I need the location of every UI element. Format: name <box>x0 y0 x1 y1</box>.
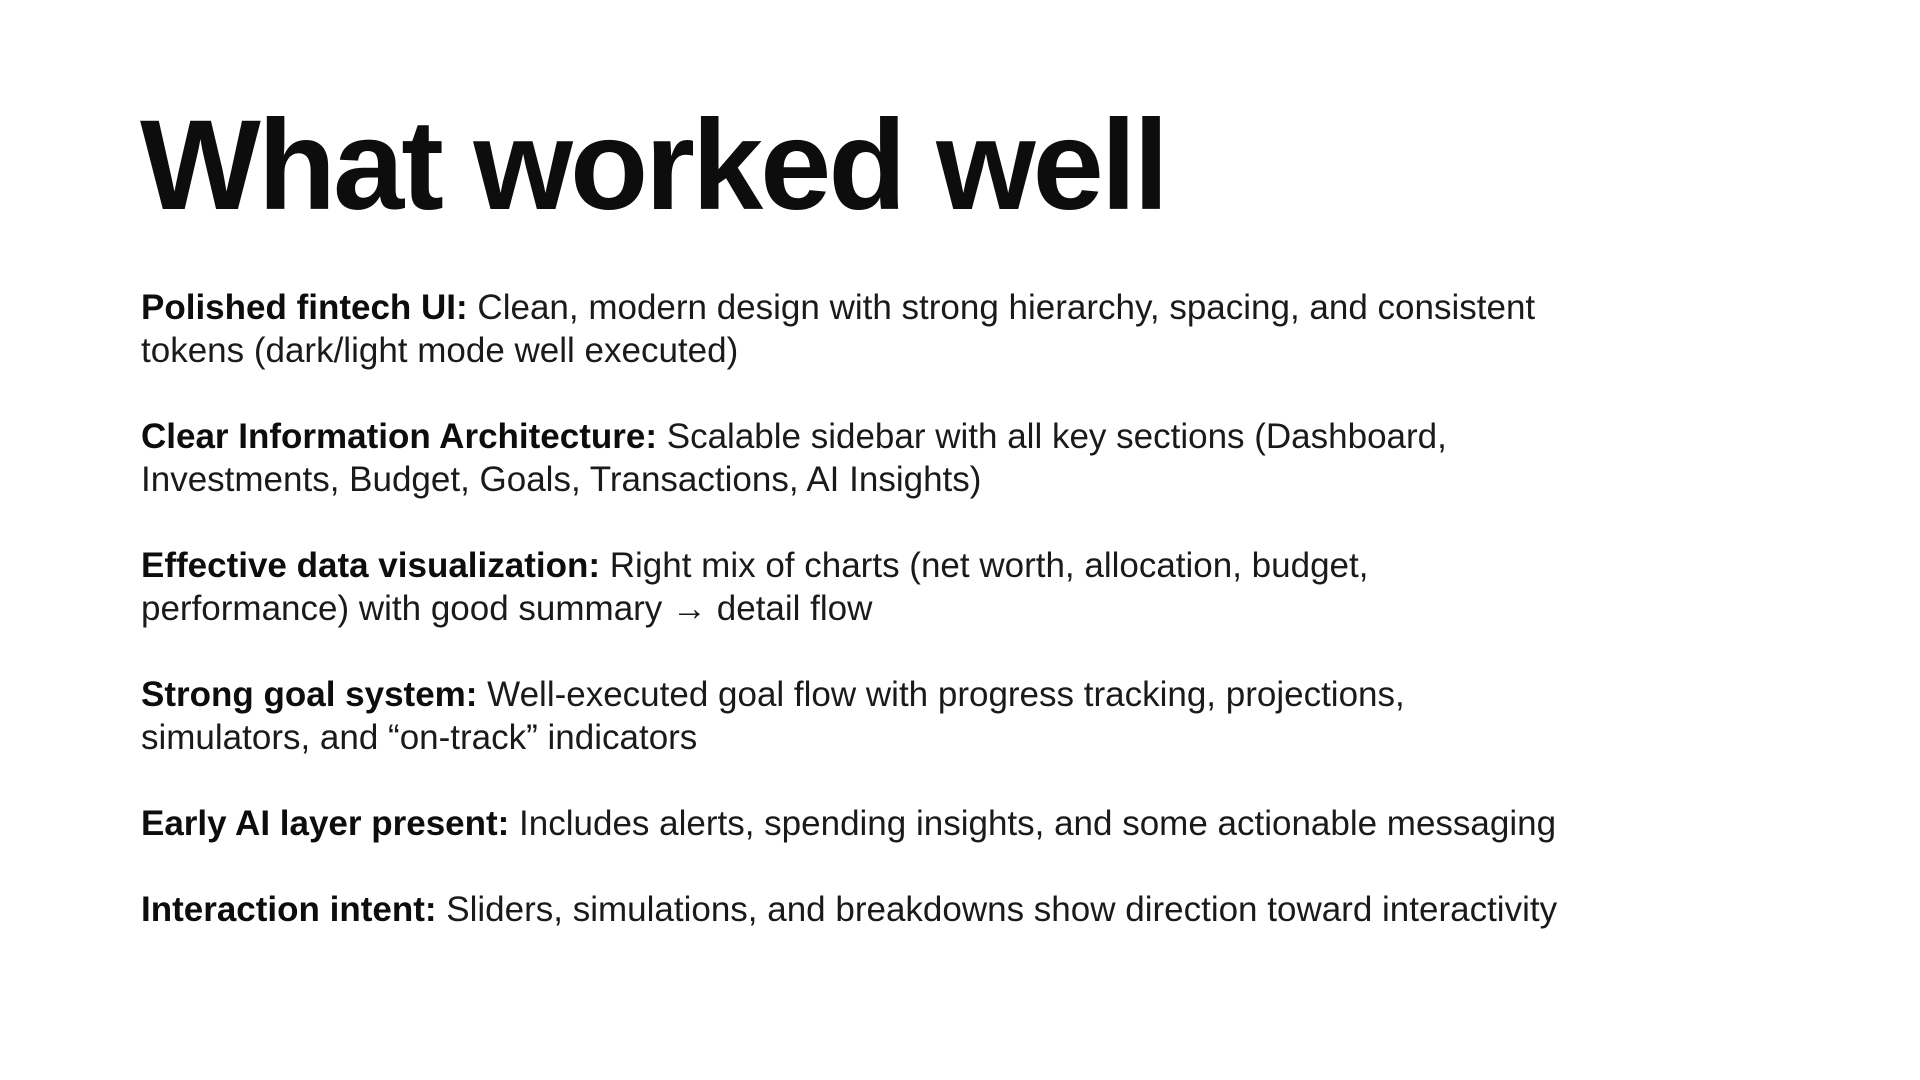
key-point-information-architecture <box>141 415 1561 501</box>
key-point-heading: Clear Information Architecture: <box>141 417 658 456</box>
key-point-ai-layer <box>141 802 1561 845</box>
key-point-data-visualization <box>141 544 1561 630</box>
key-point-heading: Interaction intent: <box>141 890 437 929</box>
key-point-heading: Effective data visualization: <box>141 546 601 585</box>
key-point-text: Scalable sidebar with all key sections (Dashboard, Investments, Budget, Goals, Transactions, AI Insights) <box>141 417 1447 499</box>
key-point-heading: Early AI layer present: <box>141 804 510 843</box>
key-point-text: Clean, modern design with strong hierarchy, spacing, and consistent tokens (dark/light mode well executed) <box>141 288 1536 370</box>
key-point-goal-system <box>141 673 1561 759</box>
key-point-text: Right mix of charts (net worth, allocation, budget, performance) with good summary → detail flow <box>141 546 1369 628</box>
key-point-heading: Strong goal system: <box>141 675 478 714</box>
key-point-text: Well-executed goal flow with progress tracking, projections, simulators, and “on-track” indicators <box>141 675 1405 757</box>
key-point-text: Includes alerts, spending insights, and some actionable messaging <box>509 804 1557 843</box>
key-point-interaction-intent <box>141 888 1561 931</box>
key-point-polished-ui <box>141 286 1561 372</box>
key-points-list <box>141 286 1561 974</box>
key-point-heading: Polished fintech UI: <box>141 288 468 327</box>
key-point-text: Sliders, simulations, and breakdowns show direction toward interactivity <box>436 890 1558 929</box>
slide-title: What worked well <box>140 94 1166 237</box>
